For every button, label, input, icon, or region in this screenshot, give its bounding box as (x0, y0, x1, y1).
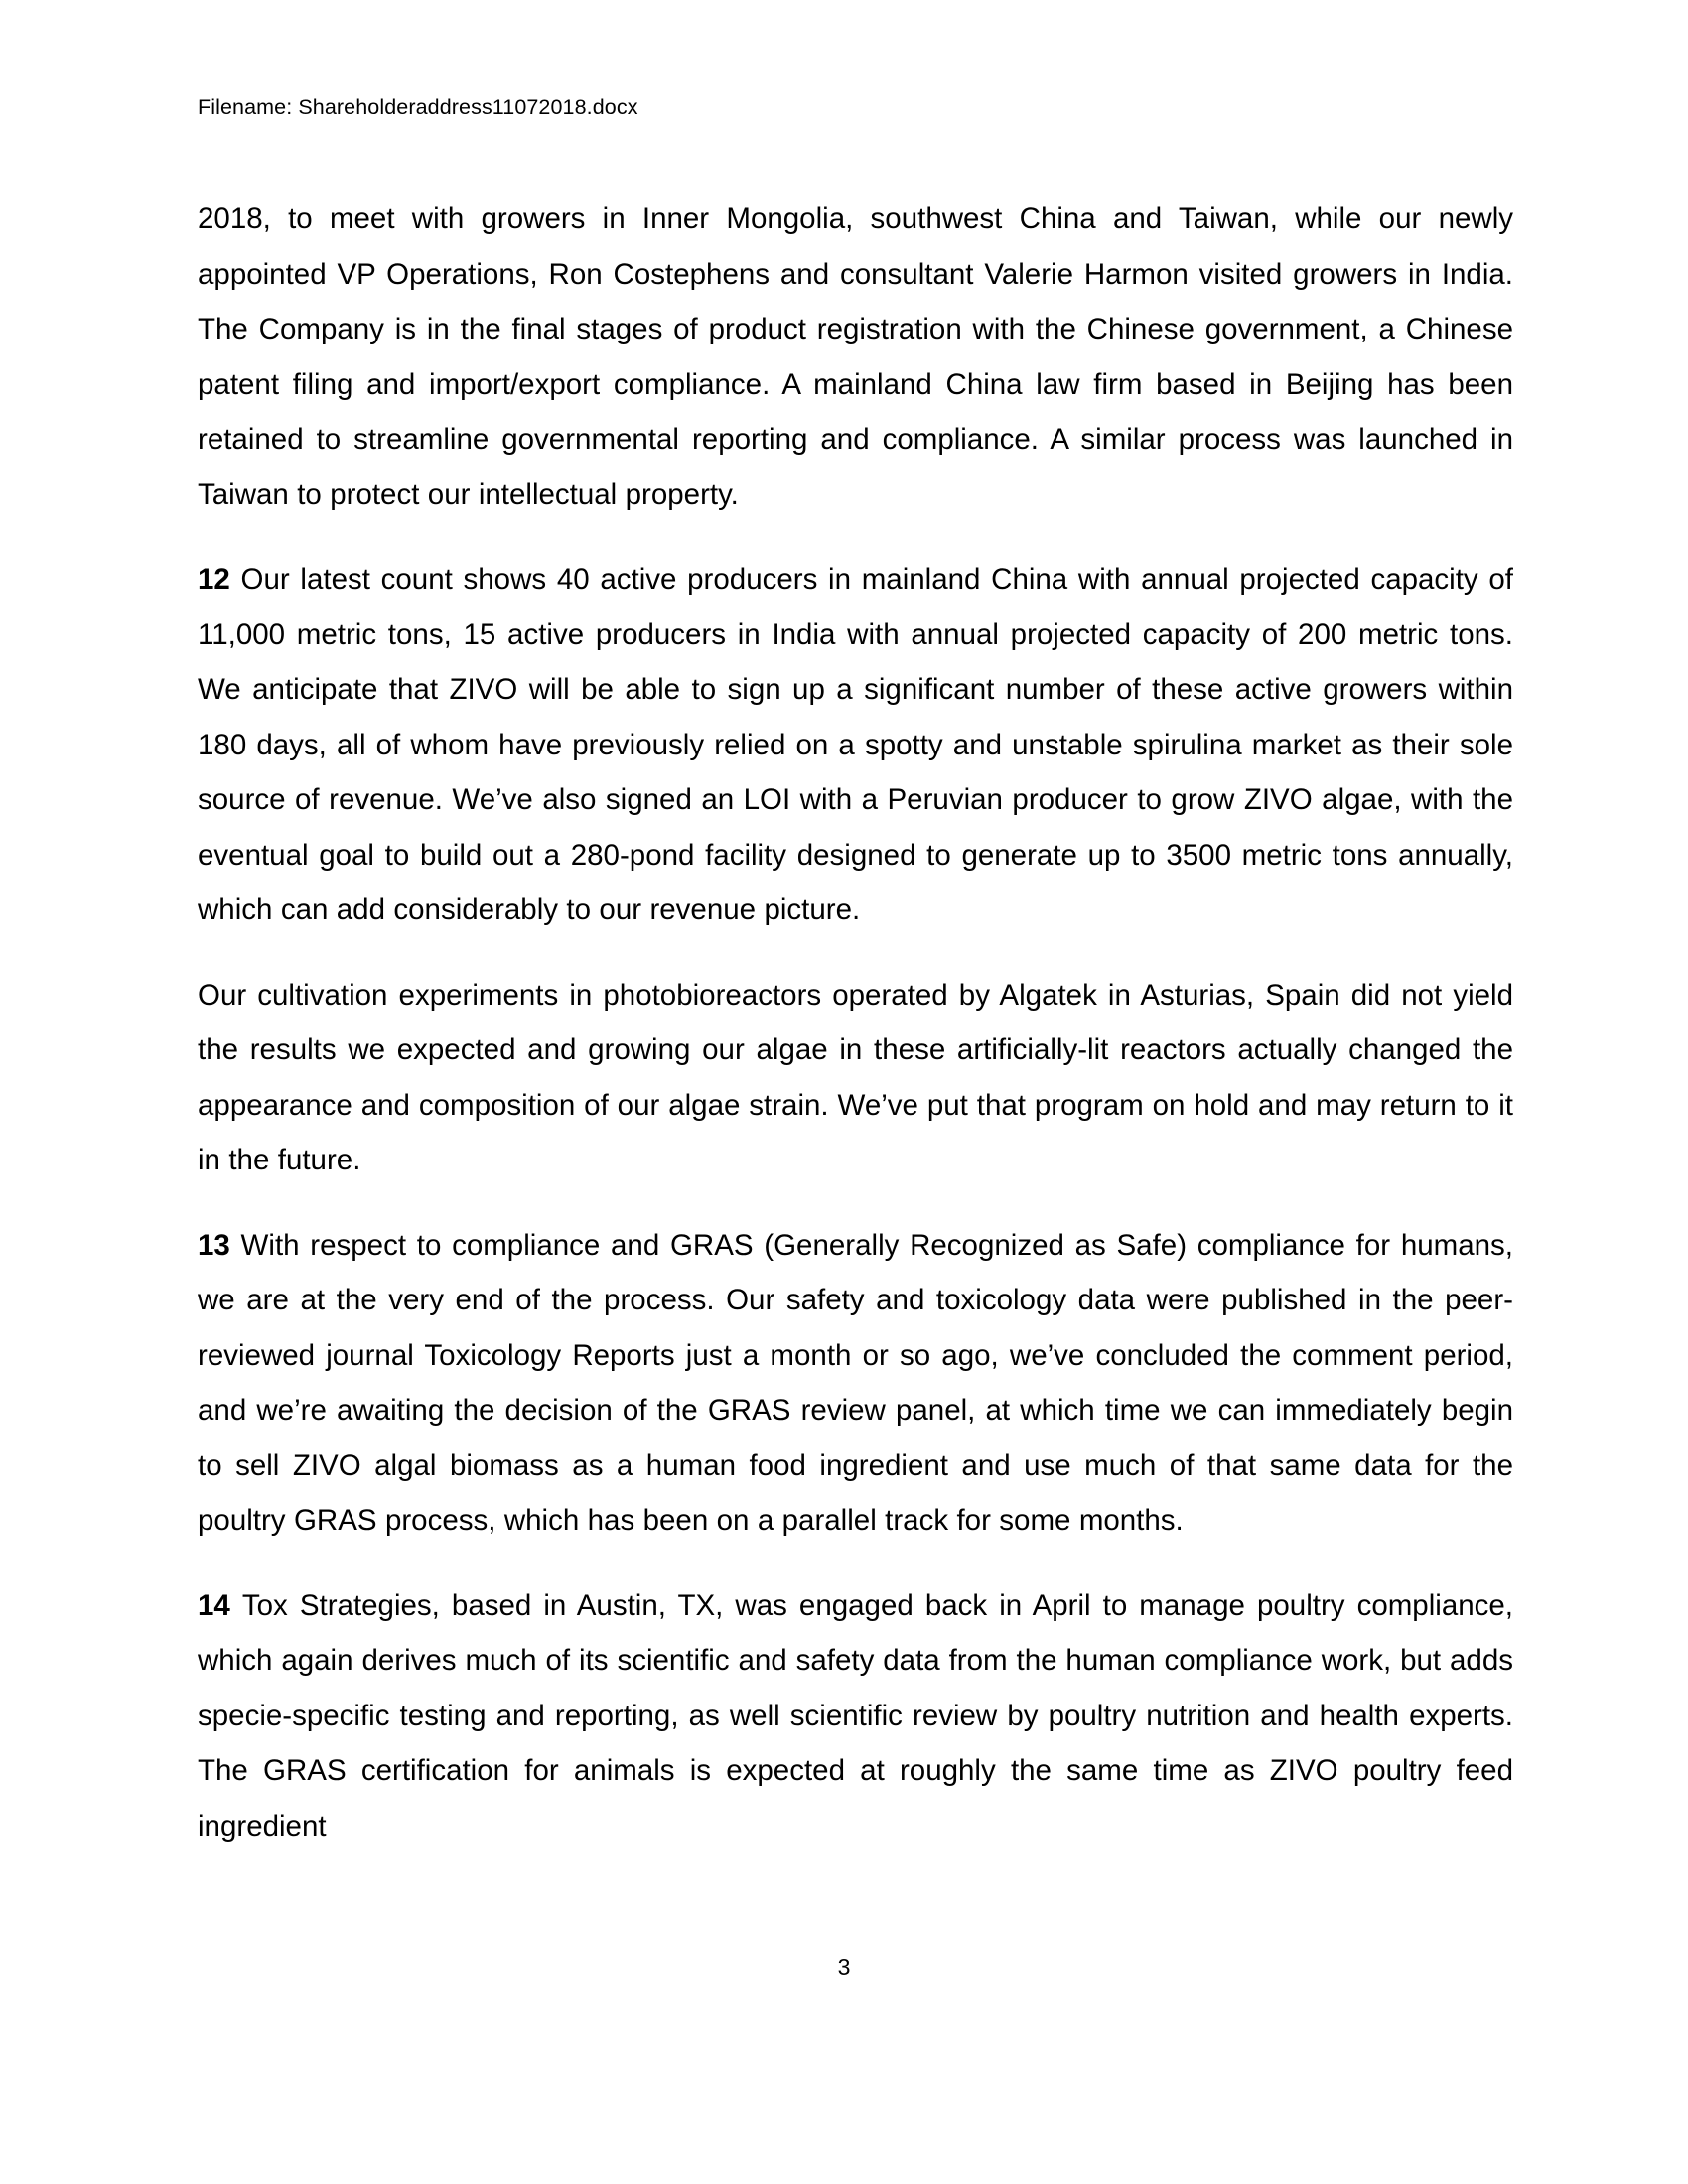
paragraph-12 (198, 552, 1513, 938)
page-number: 3 (837, 1954, 851, 1979)
paragraph-number: 13 (198, 1228, 241, 1262)
paragraph-text: With respect to compliance and GRAS (Generally Recognized as Safe) compliance for humans, we are at the very end of the process. Our safety and toxicology data were published in the peer-reviewed journal Toxicology Reports just a month or so ago, we’ve concluded the comment period, and we’re awaiting the decision of the GRAS review panel, at which time we can immediately begin to sell ZIVO algal biomass as a human food ingredient and use much of that same data for the poultry GRAS process, which has been on a parallel track for some months. (198, 1228, 1513, 1537)
paragraph-text: 2018, to meet with growers in Inner Mongolia, southwest China and Taiwan, while our newly appointed VP Operations, Ron Costephens and consultant Valerie Harmon visited growers in India. The Company is in the final stages of product registration with the Chinese government, a Chinese patent filing and import/export compliance. A mainland China law firm based in Beijing has been retained to streamline governmental reporting and compliance. A similar process was launched in Taiwan to protect our intellectual property. (198, 203, 1513, 511)
paragraph-14 (198, 1578, 1513, 1854)
paragraph-text: Our latest count shows 40 active producers in mainland China with annual projected capacity of 11,000 metric tons, 15 active producers in India with annual projected capacity of 200 metric tons. We anticipate that ZIVO will be able to sign up a significant number of these active growers within 180 days, all of whom have previously relied on a spotty and unstable spirulina market as their sole source of revenue. We’ve also signed an LOI with a Peruvian producer to grow ZIVO algae, with the eventual goal to build out a 280-pond facility designed to generate up to 3500 metric tons annually, which can add considerably to our revenue picture. (198, 563, 1513, 926)
paragraph-cultivation (198, 968, 1513, 1188)
paragraph-number: 14 (198, 1588, 242, 1622)
paragraph-text: Tox Strategies, based in Austin, TX, was engaged back in April to manage poultry compliance, which again derives much of its scientific and safety data from the human compliance work, but adds specie-specific testing and reporting, as well scientific review by poultry nutrition and health experts. The GRAS certification for animals is expected at roughly the same time as ZIVO poultry feed ingredient (198, 1588, 1513, 1843)
paragraph-number: 12 (198, 563, 241, 596)
paragraph-intro (198, 192, 1513, 522)
paragraph-text: Our cultivation experiments in photobioreactors operated by Algatek in Asturias, Spain did not yield the results we expected and growing our algae in these artificially-lit reactors actually changed the appearance and composition of our algae strain. We’ve put that program on hold and may return to it in the future. (198, 978, 1513, 1176)
paragraph-13 (198, 1218, 1513, 1549)
document-body (198, 192, 1513, 1853)
filename-header: Filename: Shareholderaddress11072018.docx (198, 95, 638, 119)
